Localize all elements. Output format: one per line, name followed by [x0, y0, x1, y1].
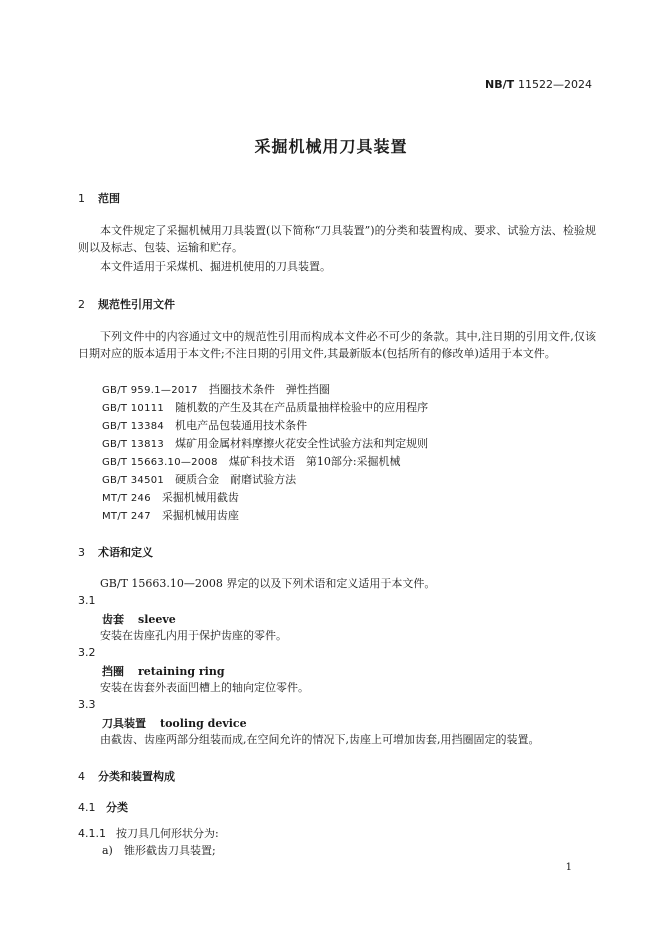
subsection-heading-4-1: 4.1 分类	[78, 801, 128, 814]
reference-item: GB/T 34501 硬质合金 耐磨试验方法	[102, 473, 297, 486]
reference-item: GB/T 15663.10—2008 煤矿科技术语 第10部分:采掘机械	[102, 455, 401, 468]
section-2-paragraph-1: 下列文件中的内容通过文中的规范性引用而构成本文件必不可少的条款。其中,注日期的引用文件,仅该日期对应的版本适用于本文件;不注日期的引用文件,其最新版本(包括所有的修改单)适用于本文件。	[78, 330, 596, 360]
term-heading: 刀具装置 tooling device	[102, 717, 247, 730]
term-heading: 齿套 sleeve	[102, 613, 176, 626]
term-definition: 安装在齿座孔内用于保护齿座的零件。	[100, 629, 287, 642]
reference-item: GB/T 13813 煤矿用金属材料摩擦火花安全性试验方法和判定规则	[102, 437, 429, 450]
reference-item: GB/T 10111 随机数的产生及其在产品质量抽样检验中的应用程序	[102, 401, 429, 414]
term-definition: 安装在齿套外表面凹槽上的轴向定位零件。	[100, 681, 309, 694]
section-heading-3: 3 术语和定义	[78, 546, 153, 559]
section-heading-1: 1 范围	[78, 192, 120, 205]
reference-item: GB/T 959.1—2017 挡圈技术条件 弹性挡圈	[102, 383, 330, 396]
section-1-paragraph-2: 本文件适用于采煤机、掘进机使用的刀具装置。	[100, 260, 331, 273]
clause-4-1-1: 4.1.1 按刀具几何形状分为:	[78, 827, 219, 840]
section-heading-2: 2 规范性引用文件	[78, 298, 175, 311]
term-number: 3.1	[78, 594, 96, 607]
term-heading: 挡圈 retaining ring	[102, 665, 225, 678]
reference-item: GB/T 13384 机电产品包装通用技术条件	[102, 419, 308, 432]
section-heading-4: 4 分类和装置构成	[78, 770, 175, 783]
page-number: 1	[565, 862, 572, 873]
standard-number: NB/T 11522—2024	[485, 78, 592, 91]
document-title: 采掘机械用刀具装置	[254, 137, 408, 156]
section-3-intro: GB/T 15663.10—2008 界定的以及下列术语和定义适用于本文件。	[100, 577, 436, 590]
term-number: 3.3	[78, 698, 96, 711]
term-number: 3.2	[78, 646, 96, 659]
section-1-paragraph-1: 本文件规定了采掘机械用刀具装置(以下简称“刀具装置”)的分类和装置构成、要求、试验方法、检验规则以及标志、包装、运输和贮存。	[78, 224, 596, 254]
list-item-a: a) 锥形截齿刀具装置;	[102, 844, 216, 857]
reference-item: MT/T 247 采掘机械用齿座	[102, 509, 239, 522]
term-definition: 由截齿、齿座两部分组装而成,在空间允许的情况下,齿座上可增加齿套,用挡圈固定的装置。	[100, 733, 540, 746]
reference-item: MT/T 246 采掘机械用截齿	[102, 491, 239, 504]
